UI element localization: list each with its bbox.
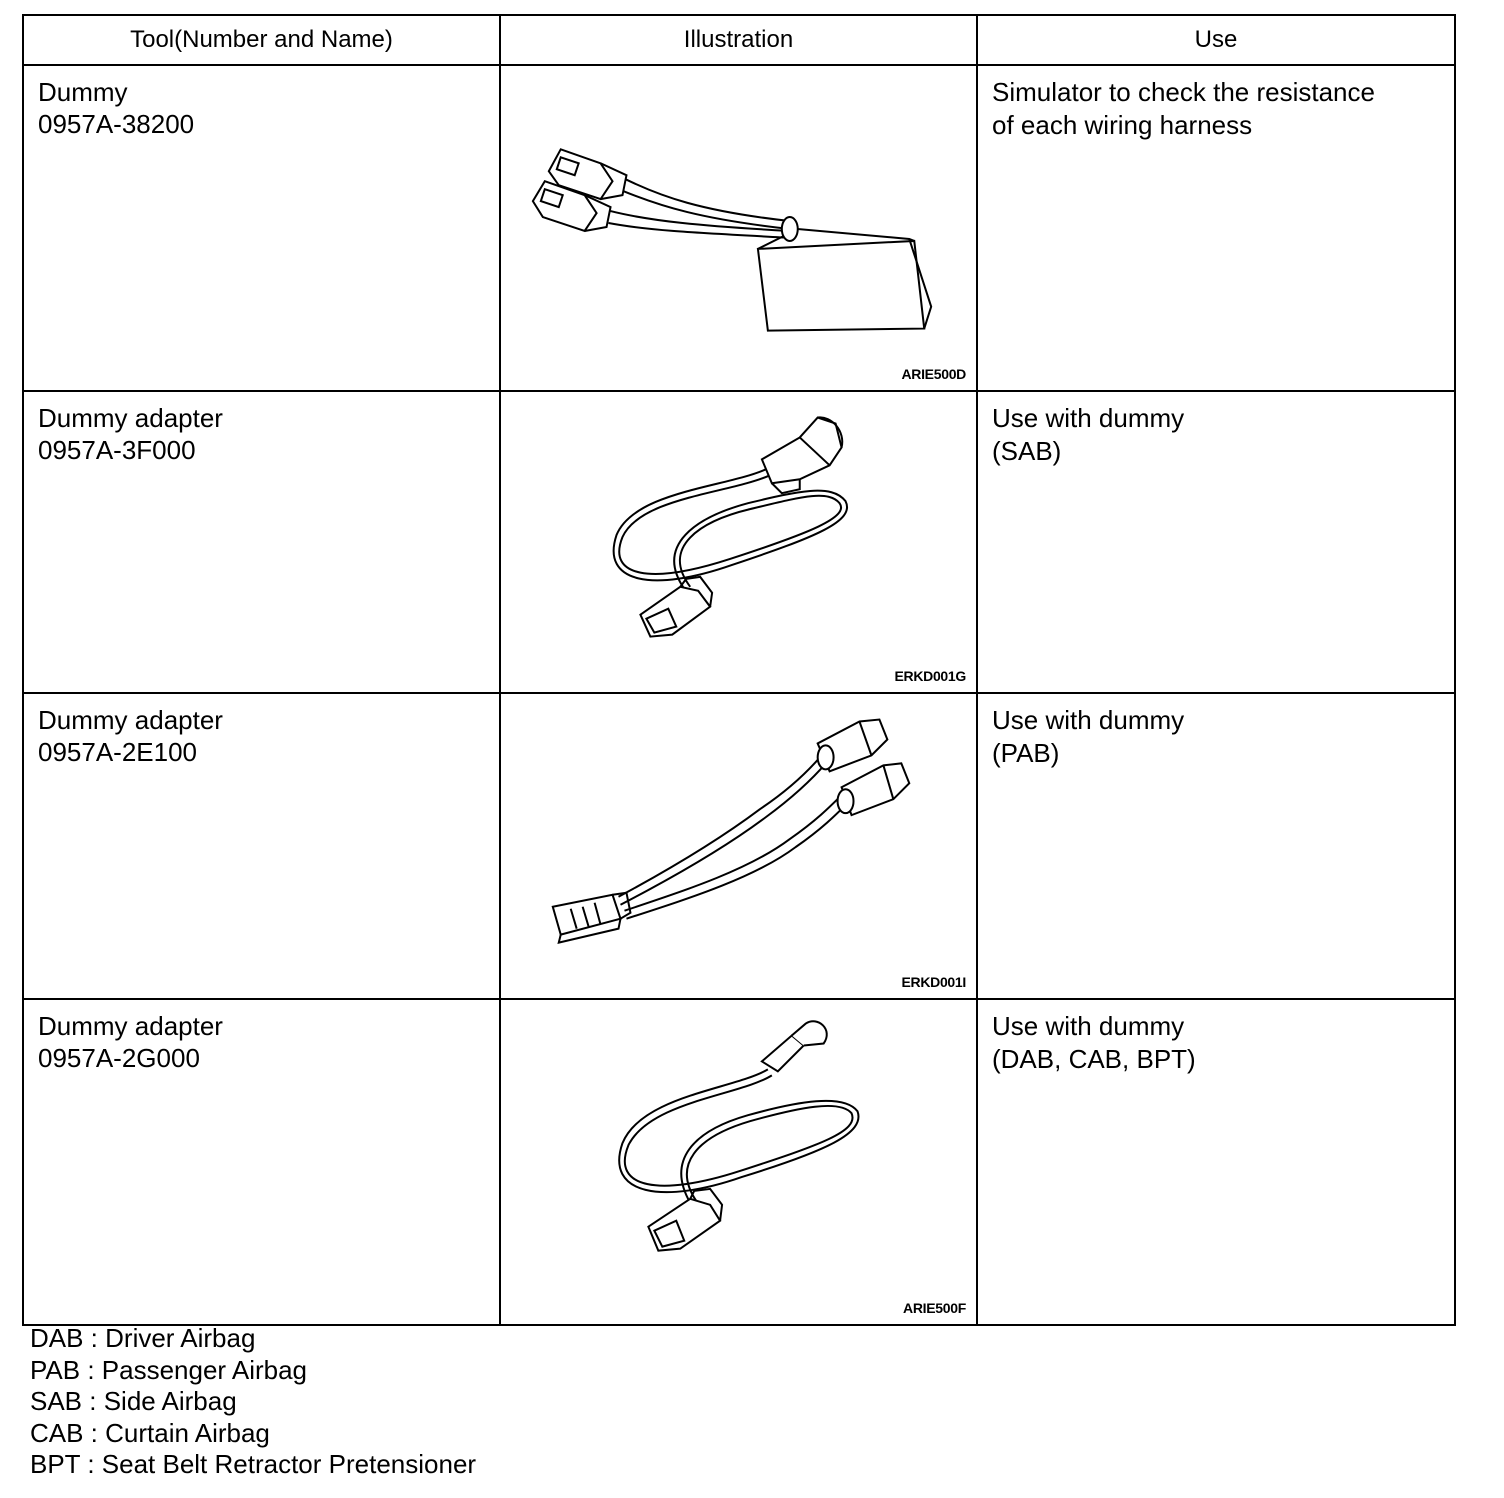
table-header-row xyxy=(23,15,1455,65)
table-row xyxy=(23,999,1455,1325)
use-line: Use with dummy xyxy=(992,1011,1185,1041)
use-line: Use with dummy xyxy=(992,705,1185,735)
use-cell xyxy=(977,391,1455,693)
legend-item: CAB : Curtain Airbag xyxy=(30,1417,270,1448)
tool-number: 0957A-38200 xyxy=(38,109,195,139)
legend-item: DAB : Driver Airbag xyxy=(30,1323,256,1353)
use-line: (PAB) xyxy=(992,738,1060,768)
adapter-cable-icon xyxy=(501,1000,976,1324)
table-row xyxy=(23,693,1455,999)
tool-number: 0957A-2E100 xyxy=(38,737,198,767)
illustration-cell xyxy=(500,391,977,693)
adapter-cable-icon xyxy=(501,392,976,692)
use-line: Use with dummy xyxy=(992,403,1185,433)
header-use: Use xyxy=(977,15,1455,65)
abbreviation-legend xyxy=(30,1323,476,1481)
use-line: Simulator to check the resistance xyxy=(992,77,1375,107)
tool-name: Dummy xyxy=(38,77,128,107)
tool-name: Dummy adapter xyxy=(38,705,223,735)
dummy-module-icon xyxy=(501,66,976,390)
use-cell xyxy=(977,693,1455,999)
tool-name: Dummy adapter xyxy=(38,1011,223,1041)
figure-code: ARIE500D xyxy=(901,366,966,382)
figure-code: ERKD001G xyxy=(894,668,966,684)
legend-item: PAB : Passenger Airbag xyxy=(30,1354,308,1385)
figure-code: ARIE500F xyxy=(903,1300,966,1316)
illustration-cell xyxy=(500,693,977,999)
illustration-cell xyxy=(500,999,977,1325)
tool-cell xyxy=(23,391,500,693)
y-adapter-cable-icon xyxy=(501,694,976,998)
use-line: (SAB) xyxy=(992,436,1062,466)
figure-code: ERKD001I xyxy=(901,974,966,990)
use-line: (DAB, CAB, BPT) xyxy=(992,1044,1196,1074)
special-tools-table xyxy=(22,14,1456,1326)
use-line: of each wiring harness xyxy=(992,110,1253,140)
tool-name: Dummy adapter xyxy=(38,403,223,433)
tool-cell xyxy=(23,65,500,391)
table-row xyxy=(23,391,1455,693)
tool-cell xyxy=(23,999,500,1325)
tool-number: 0957A-3F000 xyxy=(38,435,196,465)
use-cell xyxy=(977,65,1455,391)
legend-item: BPT : Seat Belt Retractor Pretensioner xyxy=(30,1449,477,1479)
use-cell xyxy=(977,999,1455,1325)
legend-item: SAB : Side Airbag xyxy=(30,1386,237,1416)
illustration-cell xyxy=(500,65,977,391)
tool-cell xyxy=(23,693,500,999)
tool-number: 0957A-2G000 xyxy=(38,1043,200,1073)
table-row xyxy=(23,65,1455,391)
header-tool: Tool(Number and Name) xyxy=(23,15,500,65)
header-illustration: Illustration xyxy=(500,15,977,65)
